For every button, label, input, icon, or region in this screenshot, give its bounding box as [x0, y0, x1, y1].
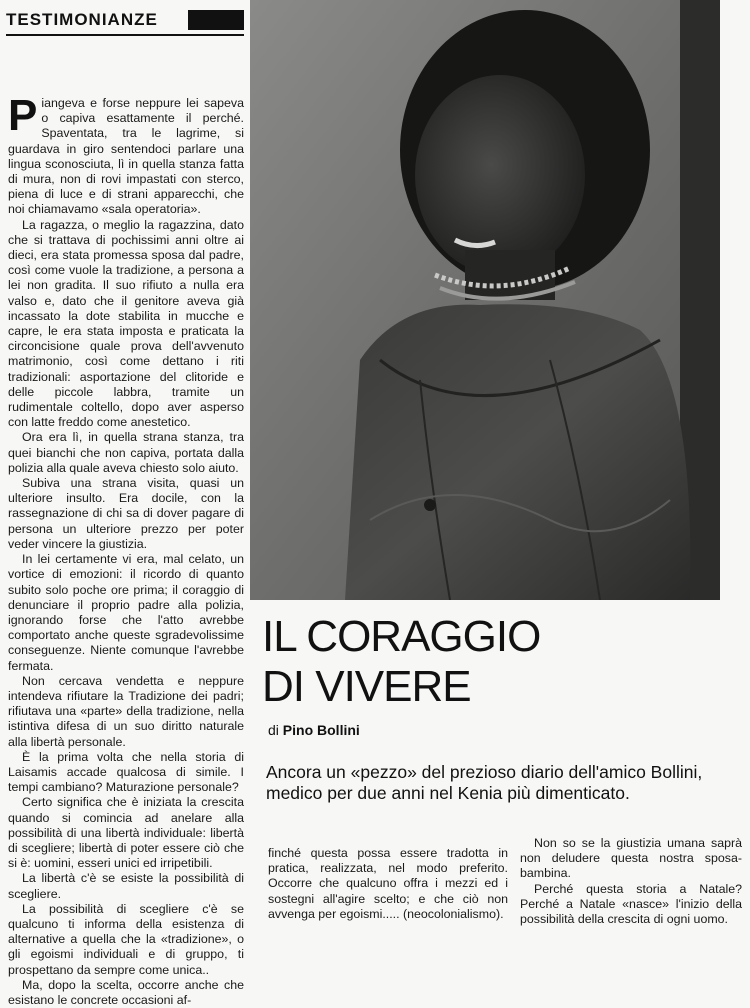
article-deck: Ancora un «pezzo» del prezioso diario dell'amico Bollini, medico per due anni nel Kenia più dimenticato. — [266, 762, 703, 803]
body-paragraph: Non cercava vendetta e neppure intendeva rifiutare la Tradizione dei padri; rifiutava una «parte» della tradizione, nella istintiva difesa di un suo diritto naturale alla libertà personale. — [8, 673, 244, 749]
body-column-right — [520, 836, 742, 927]
article-photo — [250, 0, 720, 600]
section-label: TESTIMONIANZE — [6, 10, 158, 29]
body-paragraph: Perché questa storia a Natale? Perché a Natale «nasce» l'inizio della possibilità della crescita di ogni uomo. — [520, 881, 742, 927]
title-line-1: IL CORAGGIO — [262, 612, 541, 661]
body-paragraph: iangeva e forse neppure lei sapeva o capiva esattamente il perché. Spaventata, tra le lagrime, si guardava in giro sentendoci parlare una lingua sconosciuta, lì in quella stanza fatta di mura, non di rovi impastati con sterco, piena di luce e di strani apparecchi, che noi chiamavamo «sala operatoria». — [8, 96, 244, 217]
section-rule — [6, 34, 244, 36]
drop-cap: P — [8, 91, 38, 140]
photo-girl — [250, 0, 720, 600]
body-column-left — [8, 91, 244, 1008]
body-paragraph: La libertà c'è se esiste la possibilità di scegliere. — [8, 871, 244, 901]
byline-prefix: di — [268, 722, 279, 738]
byline — [268, 722, 360, 738]
body-column-middle — [268, 846, 508, 922]
byline-author: Pino Bollini — [282, 722, 360, 738]
body-paragraph: La ragazza, o meglio la ragazzina, dato che si trattava di pochissimi anni oltre ai dieci, era stata promessa sposa dal padre, così come vuole la tradizione, a persona a lei non gradita. Il suo rifiuto a nulla era valso e, dato che il genitore aveva già incassato la dote stabilita in mucche e capre, le era stata imposta e praticata la circoncisione quale prova dell'avvenuto matrimonio, così come dettano i riti tradizionali: asportazione del clitoride e delle piccole labbra, tramite un rudimentale coltello, dopo aver asperso con latte freddo come anestetico. — [8, 217, 244, 430]
body-paragraph: Ma, dopo la scelta, occorre anche che esistano le concrete occasioni af- — [8, 977, 244, 1007]
body-paragraph: Ora era lì, in quella strana stanza, tra quei bianchi che non capiva, portata dalla polizia alla quale aveva chiesto solo aiuto. — [8, 430, 244, 475]
body-paragraph: La possibilità di scegliere c'è se qualcuno ti informa della esistenza di alternative a quella che la «tradizione», o gli egoismi individuali e di gruppo, ti prospettano da sempre come unica.. — [8, 901, 244, 977]
title-line-2: DI VIVERE — [262, 662, 471, 711]
body-paragraph: È la prima volta che nella storia di Laisamis accade qualcosa di simile. I tempi cambiano? Maturazione personale? — [8, 749, 244, 795]
body-paragraph: Subiva una strana visita, quasi un ulteriore insulto. Era docile, con la rassegnazione di chi sa di dover pagare di persona un ulteriore prezzo per poter veder vincere la giustizia. — [8, 476, 244, 551]
article-title — [262, 612, 540, 712]
section-bar — [188, 10, 244, 30]
body-paragraph: Certo significa che è iniziata la crescita quando si comincia ad anelare alla possibilità di una libertà individuale: libertà di scegliere; libertà di poter essere ciò che si è: uomini, esseri unici ed irripetibili. — [8, 795, 244, 871]
body-paragraph: finché questa possa essere tradotta in pratica, realizzata, nel modo preferito. Occorre che qualcuno offra i mezzi ed i sostegni all'agire scelto; e che ciò non avvenga per egoismi..... (neocolonialismo). — [268, 846, 508, 921]
body-paragraph: In lei certamente vi era, mal celato, un vortice di emozioni: il ricordo di quanto subito solo poche ore prima; il coraggio di denunciare il proprio padre alla polizia, ignorando forse che l'atto avrebbe comportato anche queste sgradevolissime conseguenze. Niente comunque l'avrebbe fermata. — [8, 552, 244, 673]
body-paragraph: Non so se la giustizia umana saprà non deludere questa nostra sposa-bambina. — [520, 836, 742, 881]
